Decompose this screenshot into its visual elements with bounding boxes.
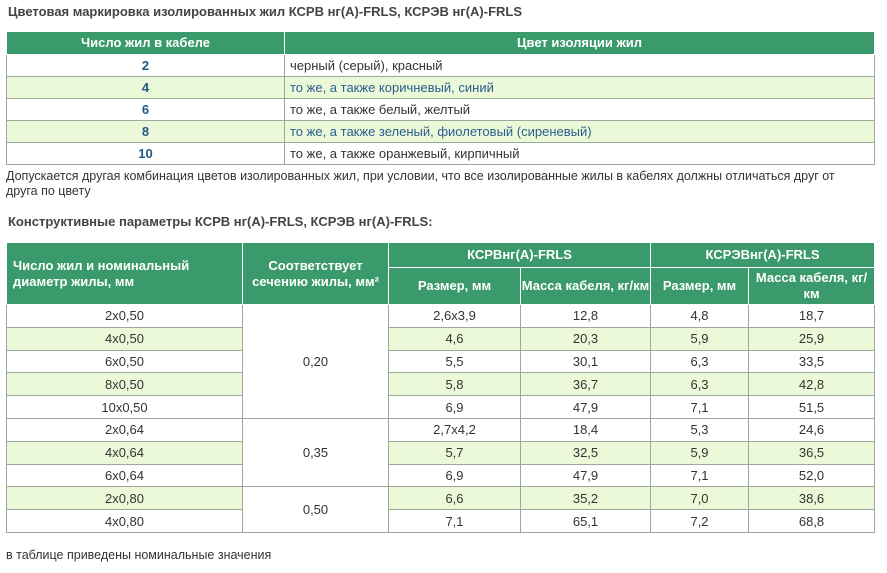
size-ksrv-cell: 5,7 (389, 441, 521, 464)
size-ksrev-cell: 6,3 (651, 373, 749, 396)
section-cell: 0,20 (243, 305, 389, 419)
size-ksrev-cell: 4,8 (651, 305, 749, 328)
size-ksrv-cell: 7,1 (389, 510, 521, 533)
mass-ksrv-cell: 12,8 (521, 305, 651, 328)
cores-cell: 2х0,64 (7, 418, 243, 441)
table1-note: Допускается другая комбинация цветов изолированных жил, при условии, что все изолированные жилы в кабелях должны отличаться друг от друга по цвету (6, 169, 835, 198)
table2-title: Конструктивные параметры КСРВ нг(А)-FRLS, КСРЭВ нг(А)-FRLS: (8, 214, 433, 229)
table2-note: в таблице приведены номинальные значения (6, 548, 272, 562)
size-ksrev-cell: 7,1 (651, 396, 749, 419)
cores-cell: 6х0,64 (7, 464, 243, 487)
core-count: 4 (7, 77, 285, 99)
mass-ksrev-cell: 42,8 (749, 373, 875, 396)
table-row (7, 418, 875, 441)
mass-ksrv-cell: 35,2 (521, 487, 651, 510)
color-marking-table (6, 31, 875, 165)
header-cores-diameter: Число жил и номинальный диаметр жилы, мм (7, 243, 243, 305)
mass-ksrev-cell: 52,0 (749, 464, 875, 487)
table-row (7, 487, 875, 510)
table-row (7, 350, 875, 373)
mass-ksrv-cell: 18,4 (521, 418, 651, 441)
size-ksrev-cell: 5,9 (651, 441, 749, 464)
cores-cell: 4х0,50 (7, 327, 243, 350)
header-insulation-color: Цвет изоляции жил (285, 32, 875, 55)
table-header-row (7, 243, 875, 268)
header-ksrev: КСРЭВнг(А)-FRLS (651, 243, 875, 268)
cores-cell: 8х0,50 (7, 373, 243, 396)
table-row (7, 327, 875, 350)
mass-ksrv-cell: 32,5 (521, 441, 651, 464)
insulation-colors: черный (серый), красный (285, 55, 875, 77)
table-row (7, 99, 875, 121)
mass-ksrv-cell: 65,1 (521, 510, 651, 533)
mass-ksrev-cell: 36,5 (749, 441, 875, 464)
construction-params-table (6, 242, 875, 533)
mass-ksrev-cell: 38,6 (749, 487, 875, 510)
mass-ksrev-cell: 68,8 (749, 510, 875, 533)
size-ksrev-cell: 6,3 (651, 350, 749, 373)
table-row (7, 396, 875, 419)
size-ksrev-cell: 5,3 (651, 418, 749, 441)
insulation-colors: то же, а также оранжевый, кирпичный (285, 143, 875, 165)
size-ksrv-cell: 2,6х3,9 (389, 305, 521, 328)
cores-cell: 6х0,50 (7, 350, 243, 373)
cores-cell: 10х0,50 (7, 396, 243, 419)
header-size: Размер, мм (389, 268, 521, 305)
size-ksrv-cell: 6,9 (389, 396, 521, 419)
table-row (7, 464, 875, 487)
core-count: 10 (7, 143, 285, 165)
core-count: 6 (7, 99, 285, 121)
mass-ksrev-cell: 33,5 (749, 350, 875, 373)
size-ksrev-cell: 5,9 (651, 327, 749, 350)
mass-ksrv-cell: 47,9 (521, 396, 651, 419)
mass-ksrv-cell: 30,1 (521, 350, 651, 373)
mass-ksrev-cell: 51,5 (749, 396, 875, 419)
insulation-colors: то же, а также коричневый, синий (285, 77, 875, 99)
header-core-count: Число жил в кабеле (7, 32, 285, 55)
mass-ksrv-cell: 47,9 (521, 464, 651, 487)
table-row (7, 305, 875, 328)
size-ksrev-cell: 7,0 (651, 487, 749, 510)
cores-cell: 4х0,64 (7, 441, 243, 464)
cores-cell: 2х0,80 (7, 487, 243, 510)
mass-ksrev-cell: 18,7 (749, 305, 875, 328)
insulation-colors: то же, а также белый, желтый (285, 99, 875, 121)
size-ksrv-cell: 5,8 (389, 373, 521, 396)
header-mass: Масса кабеля, кг/км (521, 268, 651, 305)
size-ksrv-cell: 5,5 (389, 350, 521, 373)
table-row (7, 143, 875, 165)
size-ksrv-cell: 2,7х4,2 (389, 418, 521, 441)
size-ksrev-cell: 7,1 (651, 464, 749, 487)
header-mass: Масса кабеля, кг/км (749, 268, 875, 305)
size-ksrev-cell: 7,2 (651, 510, 749, 533)
mass-ksrev-cell: 25,9 (749, 327, 875, 350)
table-row (7, 373, 875, 396)
size-ksrv-cell: 6,6 (389, 487, 521, 510)
core-count: 2 (7, 55, 285, 77)
section-cell: 0,50 (243, 487, 389, 533)
mass-ksrv-cell: 20,3 (521, 327, 651, 350)
insulation-colors: то же, а также зеленый, фиолетовый (сиреневый) (285, 121, 875, 143)
cores-cell: 4х0,80 (7, 510, 243, 533)
cores-cell: 2х0,50 (7, 305, 243, 328)
header-ksrv: КСРВнг(А)-FRLS (389, 243, 651, 268)
core-count: 8 (7, 121, 285, 143)
mass-ksrev-cell: 24,6 (749, 418, 875, 441)
table-row (7, 510, 875, 533)
table-row (7, 77, 875, 99)
table1-title: Цветовая маркировка изолированных жил КСРВ нг(А)-FRLS, КСРЭВ нг(А)-FRLS (8, 4, 523, 19)
size-ksrv-cell: 4,6 (389, 327, 521, 350)
header-size: Размер, мм (651, 268, 749, 305)
size-ksrv-cell: 6,9 (389, 464, 521, 487)
table-row (7, 55, 875, 77)
table-header-row (7, 32, 875, 55)
section-cell: 0,35 (243, 418, 389, 486)
mass-ksrv-cell: 36,7 (521, 373, 651, 396)
header-section: Соответствует сечению жилы, мм² (243, 243, 389, 305)
table-row (7, 441, 875, 464)
table-row (7, 121, 875, 143)
